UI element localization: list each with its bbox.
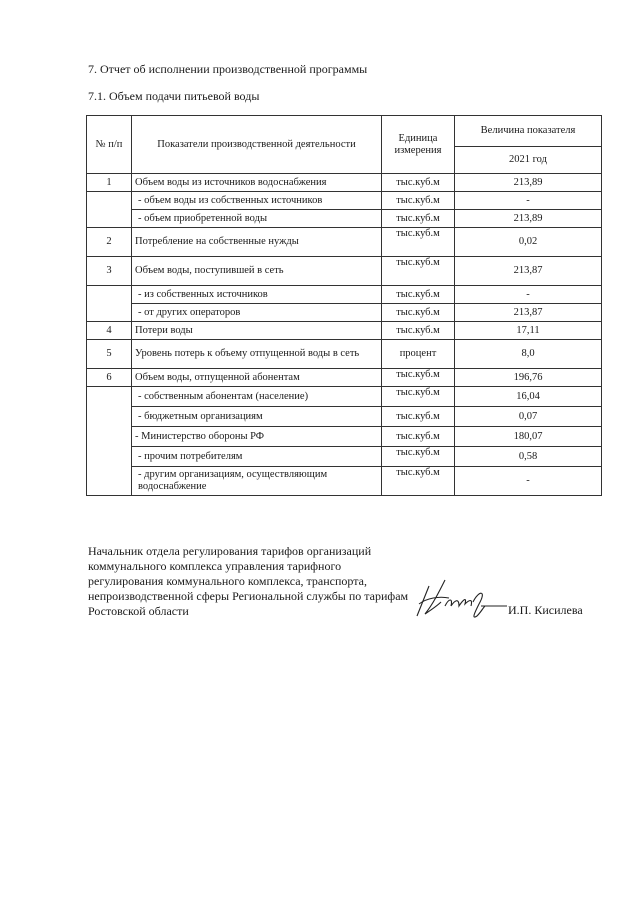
row-indicator: - от других операторов [132,304,382,322]
row-value: 213,89 [455,174,602,192]
row-num: 6 [87,369,132,387]
table-row [87,228,602,257]
table-row [87,286,602,304]
row-unit: тыс.куб.м [382,322,455,340]
handwritten-signature [415,576,510,624]
row-unit: тыс.куб.м [382,210,455,228]
row-indicator: - другим организациям, осуществляющим водоснабжение [132,467,382,496]
row-unit: тыс.куб.м [382,407,455,427]
row-num-empty [87,387,132,496]
row-value: 180,07 [455,427,602,447]
row-num: 4 [87,322,132,340]
row-unit: тыс.куб.м [382,447,455,467]
row-value: 0,58 [455,447,602,467]
table-row [87,304,602,322]
water-supply-table [86,115,602,496]
subsection-heading: 7.1. Объем подачи питьевой воды [88,89,260,103]
row-num: 2 [87,228,132,257]
row-value: - [455,192,602,210]
row-indicator: Потери воды [132,322,382,340]
header-indicator: Показатели производственной деятельности [132,116,382,174]
row-value: 213,89 [455,210,602,228]
row-indicator: - Министерство обороны РФ [132,427,382,447]
row-unit: тыс.куб.м [382,427,455,447]
row-value: - [455,286,602,304]
row-value: 8,0 [455,340,602,369]
table-row [87,322,602,340]
row-unit: тыс.куб.м [382,228,455,257]
row-value: 0,07 [455,407,602,427]
table-row [87,192,602,210]
row-value: 213,87 [455,304,602,322]
table-row [87,369,602,387]
row-indicator: Потребление на собственные нужды [132,228,382,257]
table-row [87,387,602,407]
row-num: 3 [87,257,132,286]
row-indicator: Объем воды из источников водоснабжения [132,174,382,192]
row-indicator: - бюджетным организациям [132,407,382,427]
row-num: 1 [87,174,132,192]
row-num: 5 [87,340,132,369]
row-indicator: - собственным абонентам (население) [132,387,382,407]
table-row [87,467,602,496]
header-year: 2021 год [455,147,602,174]
row-indicator: - объем воды из собственных источников [132,192,382,210]
table-row [87,427,602,447]
row-unit: тыс.куб.м [382,257,455,286]
table-row [87,257,602,286]
row-unit: тыс.куб.м [382,304,455,322]
row-unit: тыс.куб.м [382,286,455,304]
table-row [87,210,602,228]
row-value: 213,87 [455,257,602,286]
row-indicator: Объем воды, поступившей в сеть [132,257,382,286]
row-unit: тыс.куб.м [382,467,455,496]
row-indicator: - объем приобретенной воды [132,210,382,228]
row-value: 17,11 [455,322,602,340]
header-unit: Единица измерения [382,116,455,174]
section-heading: 7. Отчет об исполнении производственной программы [88,62,368,76]
table-row [87,174,602,192]
row-num-empty [87,192,132,228]
row-indicator: Объем воды, отпущенной абонентам [132,369,382,387]
header-num: № п/п [87,116,132,174]
row-unit: тыс.куб.м [382,174,455,192]
row-num-empty [87,286,132,322]
table-row [87,407,602,427]
row-unit: процент [382,340,455,369]
row-value: 0,02 [455,228,602,257]
row-indicator: Уровень потерь к объему отпущенной воды в сеть [132,340,382,369]
row-unit: тыс.куб.м [382,192,455,210]
row-unit: тыс.куб.м [382,369,455,387]
row-indicator: - из собственных источников [132,286,382,304]
table-row [87,447,602,467]
row-value: 196,76 [455,369,602,387]
table-row [87,340,602,369]
official-position: Начальник отдела регулирования тарифов организаций коммунального комплекса управления тарифного регулирования коммунального комплекса, транспорта, непроизводственной сферы Региональной службы по тарифам Ростовской области [88,544,409,618]
row-indicator: - прочим потребителям [132,447,382,467]
signer-name: И.П. Кисилева [508,603,583,617]
header-value-group: Величина показателя [455,116,602,147]
row-value: - [455,467,602,496]
row-value: 16,04 [455,387,602,407]
row-unit: тыс.куб.м [382,387,455,407]
